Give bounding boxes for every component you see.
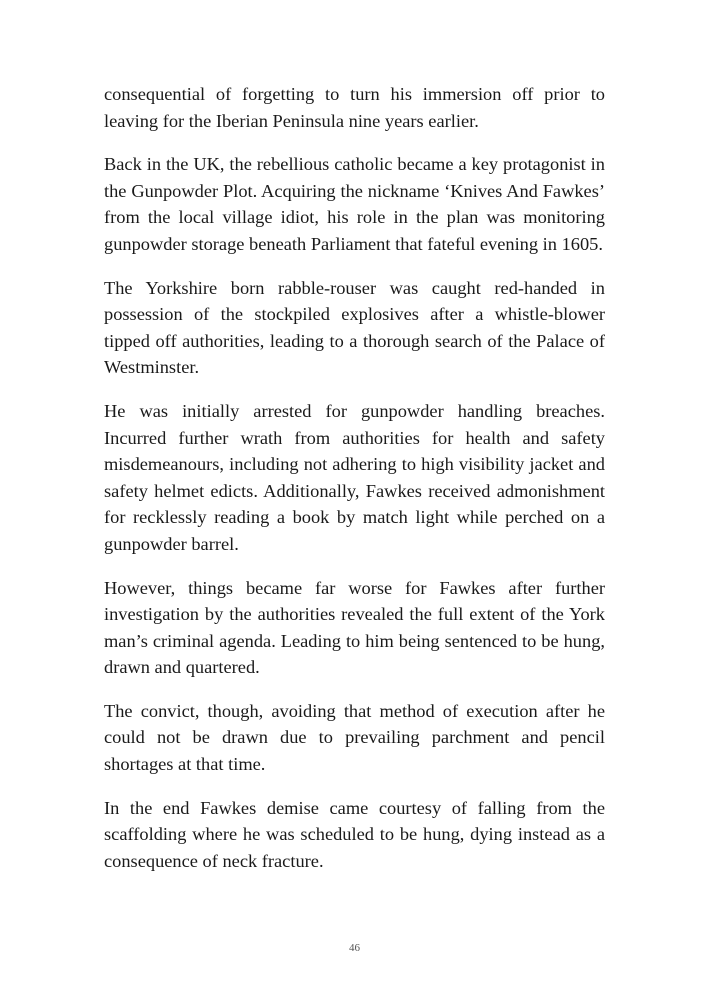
paragraph: The Yorkshire born rabble-rouser was caught red-handed in possession of the stockpiled explosives after a whistle-blower tipped off authorities, leading to a thorough search of the Palace of Westminster. xyxy=(104,277,605,378)
paragraph: consequential of forgetting to turn his immersion off prior to leaving for the Iberian Peninsula nine years earlier. xyxy=(104,84,605,131)
paragraph: However, things became far worse for Fawkes after further investigation by the authorities revealed the full extent of the York man’s criminal agenda. Leading to him being sentenced to be hung, drawn and quartered. xyxy=(104,577,605,678)
paragraph: He was initially arrested for gunpowder handling breaches. Incurred further wrath from authorities for health and safety misdemeanours, including not adhering to high visibility jacket and safety helmet edicts. Additionally, Fawkes received admonishment for recklessly reading a book by match light while perched on a gunpowder barrel. xyxy=(104,400,605,554)
paragraph: Back in the UK, the rebellious catholic became a key protagonist in the Gunpowder Plot. Acquiring the nickname ‘Knives And Fawkes’ from the local village idiot, his role in the plan was monitoring gunpowder storage beneath Parliament that fateful evening in 1605. xyxy=(104,154,605,254)
body-text xyxy=(104,81,605,891)
page-number: 46 xyxy=(349,942,360,954)
paragraph: In the end Fawkes demise came courtesy of falling from the scaffolding where he was scheduled to be hung, dying instead as a consequence of neck fracture. xyxy=(104,797,605,871)
paragraph: The convict, though, avoiding that method of execution after he could not be drawn due to prevailing parchment and pencil shortages at that time. xyxy=(104,700,605,775)
